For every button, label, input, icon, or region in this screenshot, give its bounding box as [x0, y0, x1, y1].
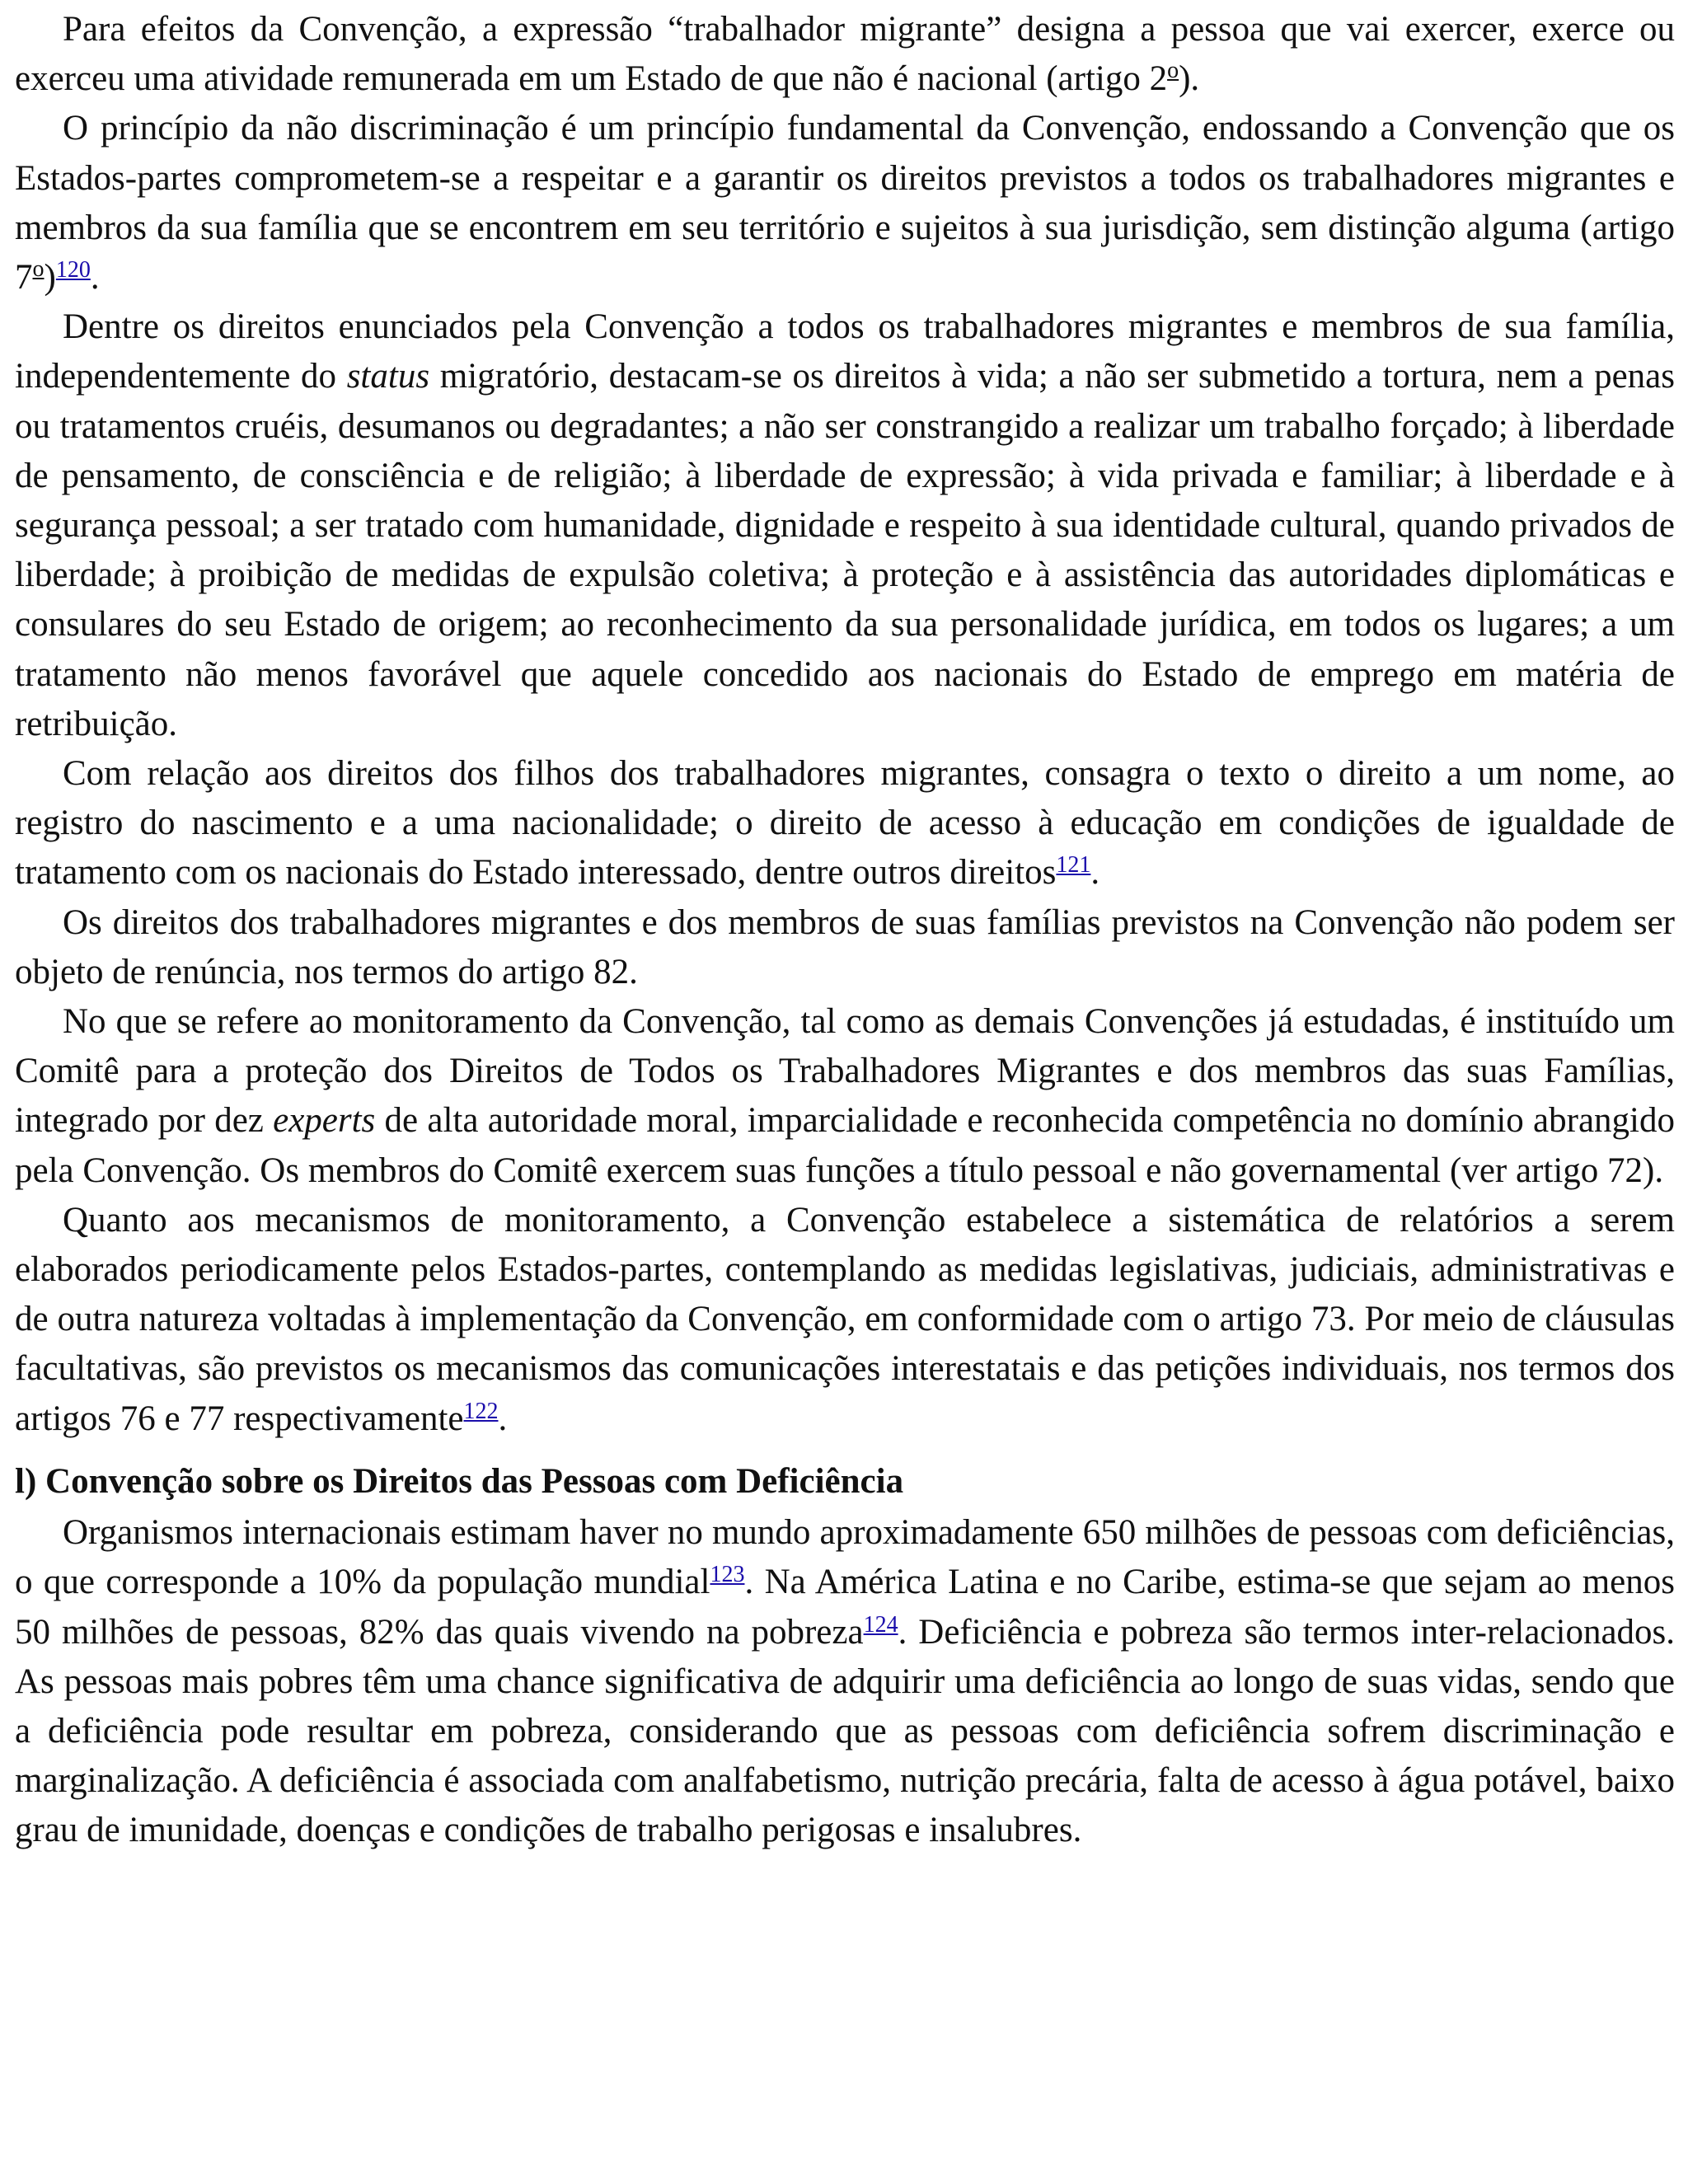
footnote-link-123[interactable]: 123: [710, 1562, 745, 1588]
text: Organismos internacionais estimam haver no mundo aproximadamente 650 milhões de pessoas com deficiências, o que corresponde a 10% da população mundial: [15, 1513, 1675, 1602]
text: de alta autoridade moral, imparcialidade e reconhecida competência no domínio abrangido pela Convenção. Os membros do Comitê exercem suas funções a título pessoal e não governamental (ver artigo 72).: [15, 1101, 1675, 1190]
text: . Na América Latina e no Caribe, estima-se que sejam ao menos 50 milhões de pessoas, 82% das quais vivendo na pobreza: [15, 1563, 1675, 1652]
footnote-link-122[interactable]: 122: [463, 1398, 499, 1424]
emphasis-experts: experts: [273, 1101, 376, 1141]
paragraph-migrant-worker-definition: [15, 5, 1675, 104]
text: Para efeitos da Convenção, a expressão “trabalhador migrante” designa a pessoa que vai exercer, exerce ou exerceu uma atividade remunerada em um Estado de que não é nacional (artigo 2: [15, 10, 1675, 99]
text: ): [44, 258, 56, 298]
section-heading: l) Convenção sobre os Direitos das Pessoas com Deficiência: [15, 1461, 904, 1501]
ordinal-indicator: o: [1167, 58, 1179, 84]
paragraph-non-discrimination: [15, 104, 1675, 302]
text: ).: [1179, 59, 1200, 99]
text: No que se refere ao monitoramento da Convenção, tal como as demais Convenções já estudadas, é instituído um Comitê para a proteção dos Direitos de Todos os Trabalhadores Migrantes e dos membros das suas Famílias, integrado por dez: [15, 1002, 1675, 1141]
footnote-link-120[interactable]: 120: [55, 257, 91, 284]
text: Com relação aos direitos dos filhos dos trabalhadores migrantes, consagra o texto o direito a um nome, ao registro do nascimento e a uma nacionalidade; o direito de acesso à educação em condições de igualdade de tratamento com os nacionais do Estado interessado, dentre outros direitos: [15, 754, 1675, 893]
text: migratório, destacam-se os direitos à vida; a não ser submetido a tortura, nem a penas ou tratamentos cruéis, desumanos ou degradantes; a não ser constrangido a realizar um trabalho forçado; à liberdade de pensamento, de consciência e de religião; à liberdade de expressão; à vida privada e familiar; à liberdade e à segurança pessoal; a ser tratado com humanidade, dignidade e respeito à sua identidade cultural, quando privados de liberdade; à proibição de medidas de expulsão coletiva; à proteção e à assistência das autoridades diplomáticas e consulares do seu Estado de origem; ao reconhecimento da sua personalidade jurídica, em todos os lugares; a um tratamento não menos favorável que aquele concedido aos nacionais do Estado de emprego em matéria de retribuição.: [15, 357, 1675, 743]
text: O princípio da não discriminação é um princípio fundamental da Convenção, endossando a Convenção que os Estados-partes comprometem-se a respeitar e a garantir os direitos previstos a todos os trabalhadores migrantes e membros da sua família que se encontrem em seu território e sujeitos à sua jurisdição, sem distinção alguma (artigo 7: [15, 109, 1675, 298]
footnote-link-121[interactable]: 121: [1056, 852, 1091, 879]
paragraph-committee: [15, 997, 1675, 1196]
text: Dentre os direitos enunciados pela Convenção a todos os trabalhadores migrantes e membros de sua família, independentemente do: [15, 307, 1675, 396]
text: Quanto aos mecanismos de monitoramento, a Convenção estabelece a sistemática de relatórios a serem elaborados periodicamente pelos Estados-partes, contemplando as medidas legislativas, judiciais, administrativas e de outra natureza voltadas à implementação da Convenção, em conformidade com o artigo 73. Por meio de cláusulas facultativas, são previstos os mecanismos das comunicações interestatais e das petições individuais, nos termos dos artigos 76 e 77 respectivamente: [15, 1200, 1675, 1438]
emphasis-status: status: [346, 357, 430, 396]
paragraph-rights-enumerated: [15, 302, 1675, 749]
text: .: [90, 258, 100, 298]
footnote-link-124[interactable]: 124: [863, 1611, 898, 1638]
text: .: [1090, 853, 1100, 893]
paragraph-monitoring-mechanisms: [15, 1196, 1675, 1444]
text: Os direitos dos trabalhadores migrantes e dos membros de suas famílias previstos na Convenção não podem ser objeto de renúncia, nos termos do artigo 82.: [15, 902, 1675, 991]
paragraph-non-renunciation: [15, 898, 1675, 997]
document-page: [15, 5, 1675, 1856]
text: .: [498, 1399, 508, 1438]
paragraph-disability-statistics: [15, 1508, 1675, 1855]
ordinal-indicator: o: [32, 256, 45, 283]
text: . Deficiência e pobreza são termos inter-relacionados. As pessoas mais pobres têm uma chance significativa de adquirir uma deficiência ao longo de suas vidas, sendo que a deficiência pode resultar em pobreza, considerando que as pessoas com deficiência sofrem discriminação e marginalização. A deficiência é associada com analfabetismo, nutrição precária, falta de acesso à água potável, baixo grau de imunidade, doenças e condições de trabalho perigosas e insalubres.: [15, 1612, 1676, 1850]
paragraph-children-rights: [15, 749, 1675, 898]
